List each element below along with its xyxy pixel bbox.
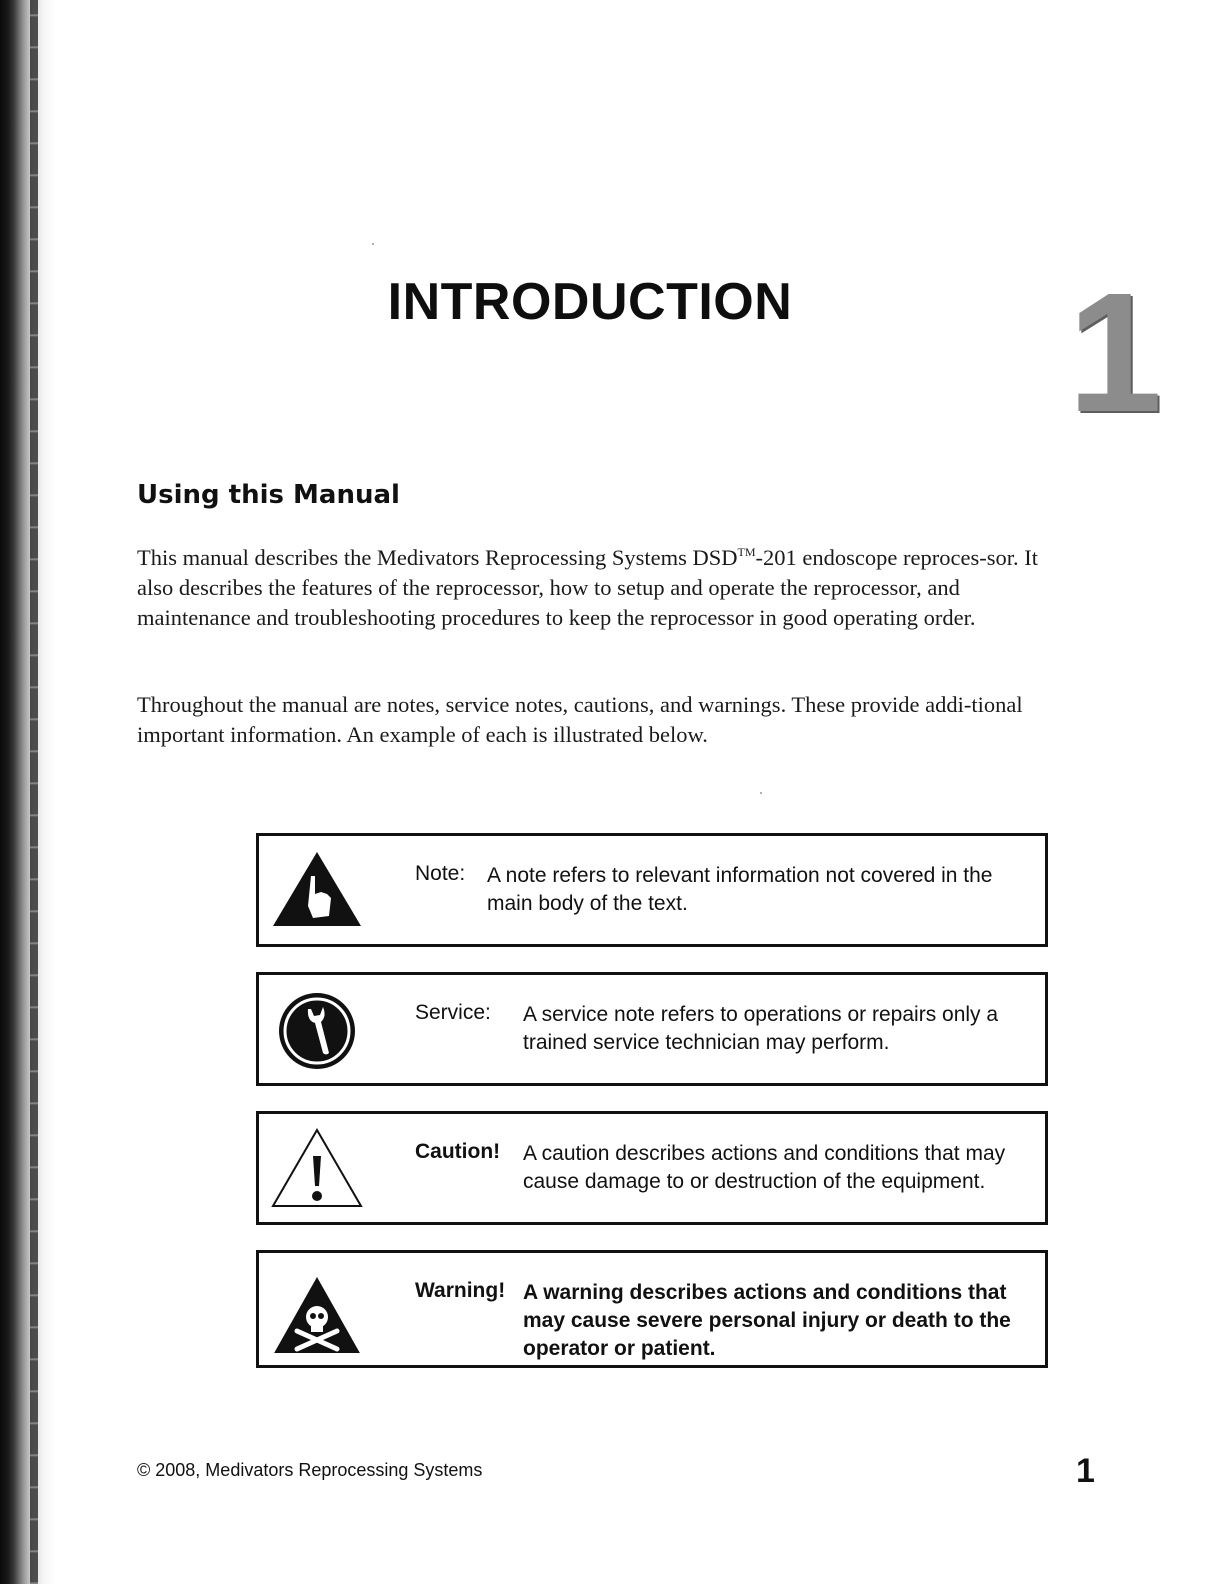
note-label: Note: [415, 862, 466, 885]
warning-label: Warning! [415, 1279, 506, 1302]
page-number: 1 [1076, 1452, 1095, 1490]
skull-crossbones-triangle-icon [271, 1263, 363, 1353]
footer-copyright: © 2008, Medivators Reprocessing Systems [137, 1460, 483, 1480]
scan-speck [372, 243, 374, 245]
service-text: A service note refers to operations or repairs only a trained service technician may perform. [523, 1003, 999, 1054]
intro-text-end: -201 endoscope reproces-sor. It also describes the features of the reprocessor, how to setup and operate the reprocessor, and maintenance and troubleshooting procedures to keep the reprocessor in good operating order. [137, 545, 1038, 630]
service-box [256, 972, 1048, 1086]
scan-speck [760, 792, 762, 794]
notices-paragraph: Throughout the manual are notes, service notes, cautions, and warnings. These provide addi-tional important information. An example of each is illustrated below. [137, 692, 1023, 747]
caution-text: A caution describes actions and conditions that may cause damage to or destruction of the equipment. [523, 1142, 1006, 1193]
section-heading: Using this Manual [137, 480, 400, 510]
caution-box [256, 1111, 1048, 1225]
intro-paragraph [137, 543, 1057, 633]
pointing-hand-triangle-icon [271, 846, 363, 936]
wrench-circle-icon [271, 985, 363, 1075]
intro-text-start: This manual describes the Medivators Reprocessing Systems DSD [137, 545, 738, 570]
exclamation-triangle-icon [271, 1124, 363, 1214]
warning-box [256, 1250, 1048, 1368]
note-box [256, 833, 1048, 947]
note-text: A note refers to relevant information not covered in the main body of the text. [487, 864, 993, 915]
binding-rings [30, 0, 38, 1584]
chapter-number: 1 [1067, 258, 1163, 448]
service-label: Service: [415, 1001, 491, 1024]
trademark-mark: TM [737, 545, 756, 559]
page-title: INTRODUCTION [387, 273, 793, 331]
warning-text: A warning describes actions and conditions that may cause severe personal injury or death to the operator or patient. [523, 1281, 1011, 1360]
caution-label: Caution! [415, 1140, 501, 1163]
